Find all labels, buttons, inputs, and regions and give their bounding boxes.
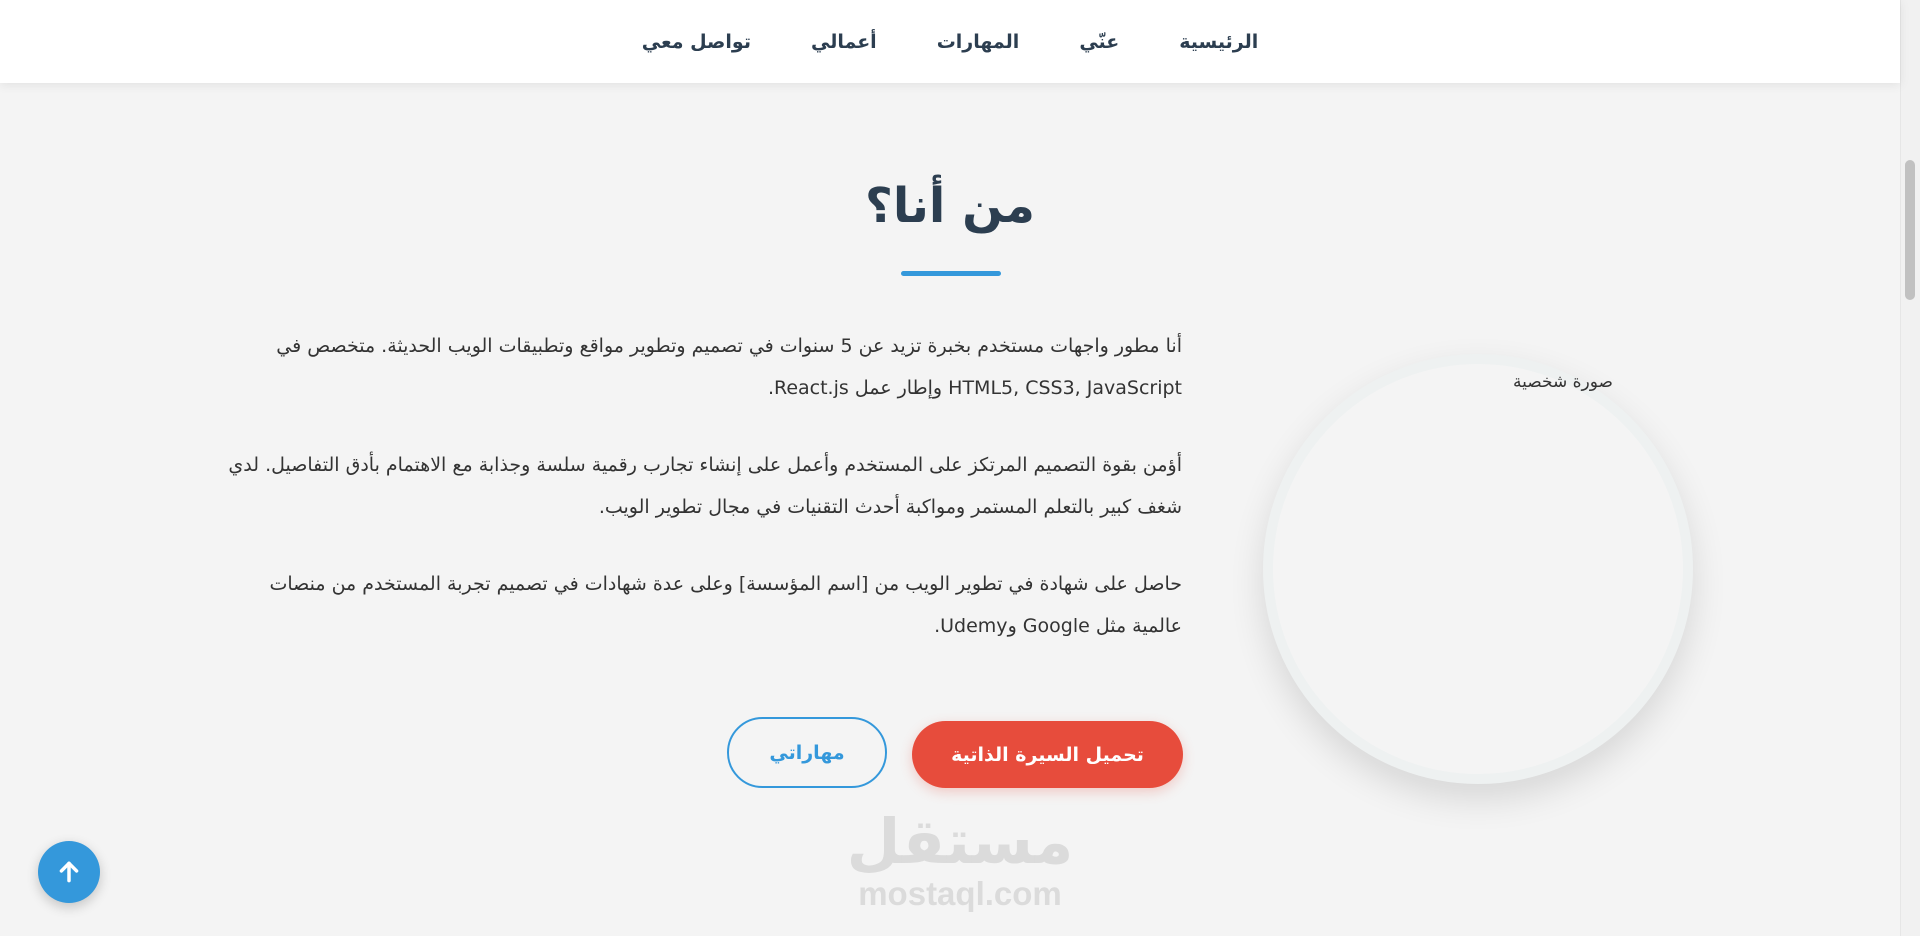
nav-item-works[interactable]: أعمالي (810, 30, 877, 53)
profile-image-alt-text: صورة شخصية (1513, 372, 1613, 392)
about-paragraph-1: أنا مطور واجهات مستخدم بخبرة تزيد عن 5 سنوات في تصميم وتطوير مواقع وتطبيقات الويب الحديثة. متخصص في HTML5, CSS3, JavaScript وإطار عمل React.js. (276, 335, 1182, 399)
watermark-latin: mostaql.com (858, 875, 1062, 912)
mostaql-watermark (840, 805, 1080, 912)
page-scrollbar[interactable] (1900, 0, 1920, 936)
nav-item-contact[interactable]: تواصل معي (641, 30, 751, 53)
arrow-up-icon (56, 859, 82, 885)
title-underline (901, 271, 1001, 276)
about-text (222, 325, 1182, 682)
nav-item-home[interactable]: الرئيسية (1179, 30, 1259, 53)
section-title: من أنا؟ (865, 178, 1035, 234)
nav-list (0, 0, 1900, 83)
about-paragraph-3: حاصل على شهادة في تطوير الويب من [اسم المؤسسة] وعلى عدة شهادات في تصميم تجربة المستخدم من منصات عالمية مثل Google وUdemy. (269, 573, 1182, 637)
about-paragraph-2: أؤمن بقوة التصميم المرتكز على المستخدم وأعمل على إنشاء تجارب رقمية سلسة وجذابة مع الاهتمام بأدق التفاصيل. لدي شغف كبير بالتعلم المستمر ومواكبة أحدث التقنيات في مجال تطوير الويب. (228, 454, 1182, 518)
back-to-top-button[interactable] (38, 841, 100, 903)
top-navbar (0, 0, 1900, 83)
watermark-arabic: مستقل (846, 805, 1074, 878)
profile-image (1263, 354, 1693, 784)
nav-item-skills[interactable]: المهارات (936, 30, 1020, 53)
download-cv-button[interactable]: تحميل السيرة الذاتية (912, 721, 1183, 788)
nav-item-about[interactable]: عنّي (1079, 30, 1120, 53)
my-skills-button[interactable]: مهاراتي (727, 717, 887, 788)
scrollbar-thumb[interactable] (1905, 160, 1915, 300)
